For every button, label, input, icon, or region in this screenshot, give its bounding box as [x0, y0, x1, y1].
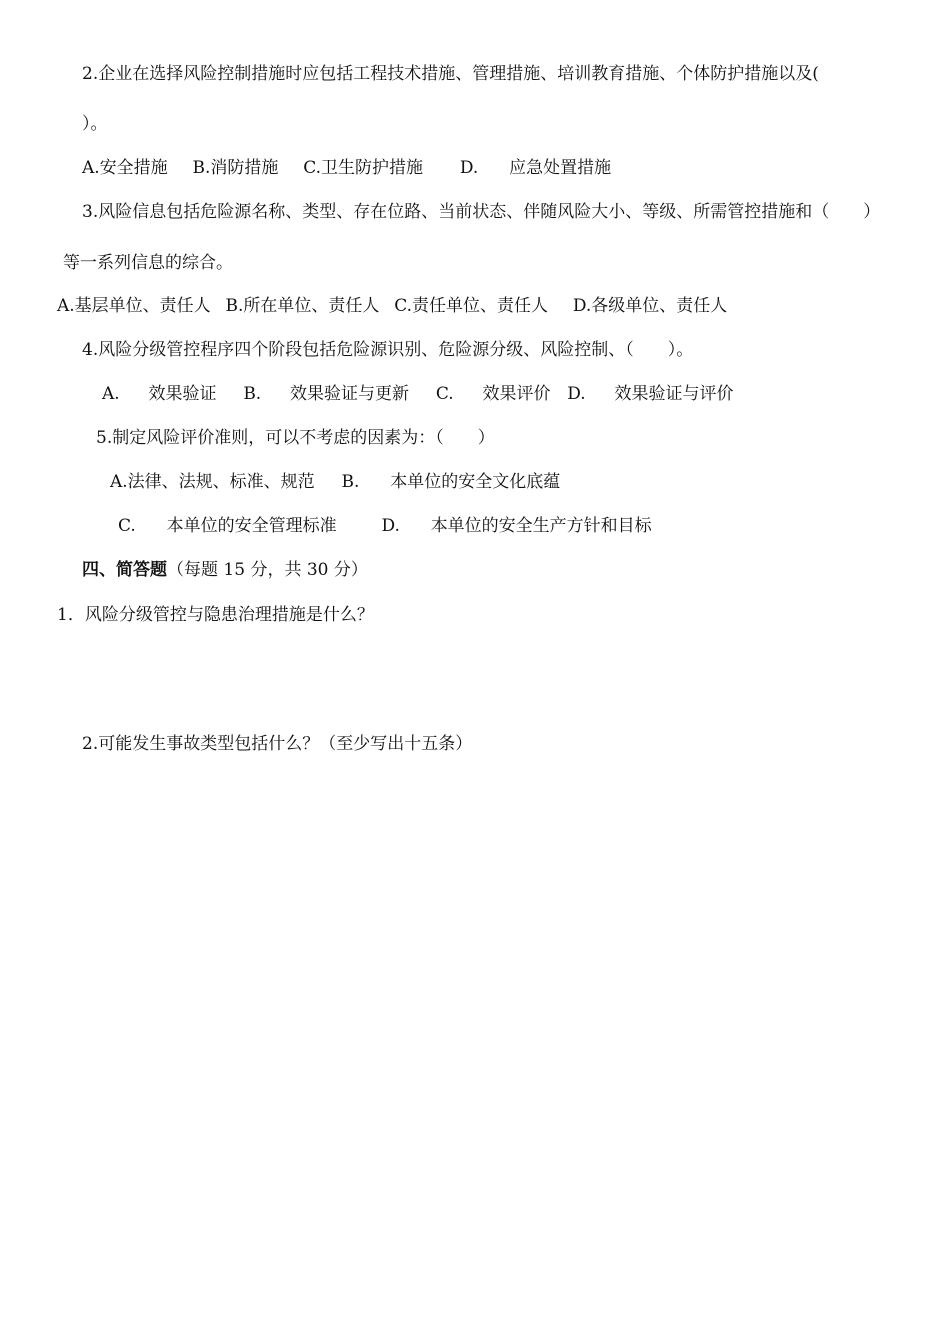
q4-option-b-label: B. [243, 384, 262, 404]
q5-options-row2 [118, 515, 652, 537]
q4-option-a-text: 效果验证 [148, 384, 217, 404]
q2-option-c: C.卫生防护措施 [303, 158, 424, 178]
q5-option-c-label: C. [118, 516, 136, 536]
q3-option-c: C.责任单位、责任人 [394, 296, 549, 316]
q5-stem: 5.制定风险评价准则，可以不考虑的因素为：（ ） [96, 428, 495, 448]
section4-heading: 四、简答题 [82, 560, 167, 580]
q2-options [82, 157, 611, 179]
q4-option-a-label: A. [102, 384, 120, 404]
q5-option-a: A.法律、法规、标准、规范 [110, 472, 315, 492]
q5-option-b-text: 本单位的安全文化底蕴 [390, 472, 561, 492]
q5-option-b-label: B. [341, 472, 360, 492]
q3-stem-line2: 等一系列信息的综合。 [63, 253, 233, 273]
q5-option-d-label: D. [381, 516, 400, 536]
q3-stem-line1: 3.风险信息包括危险源名称、类型、存在位路、当前状态、伴随风险大小、等级、所需管控措施和（ ） [82, 202, 881, 222]
q3-options [57, 295, 727, 317]
q4-option-c-text: 效果评价 [482, 384, 551, 404]
q4-option-d-label: D. [567, 384, 586, 404]
q2-option-b: B.消防措施 [192, 158, 279, 178]
q2-stem-line1: 2.企业在选择风险控制措施时应包括工程技术措施、管理措施、培训教育措施、个体防护措施以及( [82, 64, 819, 84]
short-answer-2: 2.可能发生事故类型包括什么？（至少写出十五条） [82, 734, 473, 754]
q4-option-b-text: 效果验证与更新 [290, 384, 410, 404]
q4-option-d-text: 效果验证与评价 [614, 384, 734, 404]
q2-option-d-label: D. [459, 158, 479, 178]
q3-option-b: B.所在单位、责任人 [225, 296, 380, 316]
q4-option-c-label: C. [435, 384, 454, 404]
section4-note: （每题 15 分，共 30 分） [167, 560, 368, 580]
q5-option-c-text: 本单位的安全管理标准 [166, 516, 337, 536]
section4-heading-line [82, 559, 368, 581]
q4-stem: 4.风险分级管控程序四个阶段包括危险源识别、危险源分级、风险控制、（ ）。 [82, 340, 694, 360]
short-answer-1: 1．风险分级管控与隐患治理措施是什么？ [57, 605, 374, 625]
q5-options-row1 [110, 471, 560, 493]
q2-option-d-text: 应急处置措施 [509, 158, 612, 178]
q5-option-d-text: 本单位的安全生产方针和目标 [430, 516, 652, 536]
q3-option-a: A.基层单位、责任人 [57, 296, 211, 316]
q2-option-a: A.安全措施 [82, 158, 168, 178]
q3-option-d: D.各级单位、责任人 [572, 296, 728, 316]
q4-options [102, 383, 734, 405]
q2-stem-line2: ）。 [82, 114, 108, 134]
